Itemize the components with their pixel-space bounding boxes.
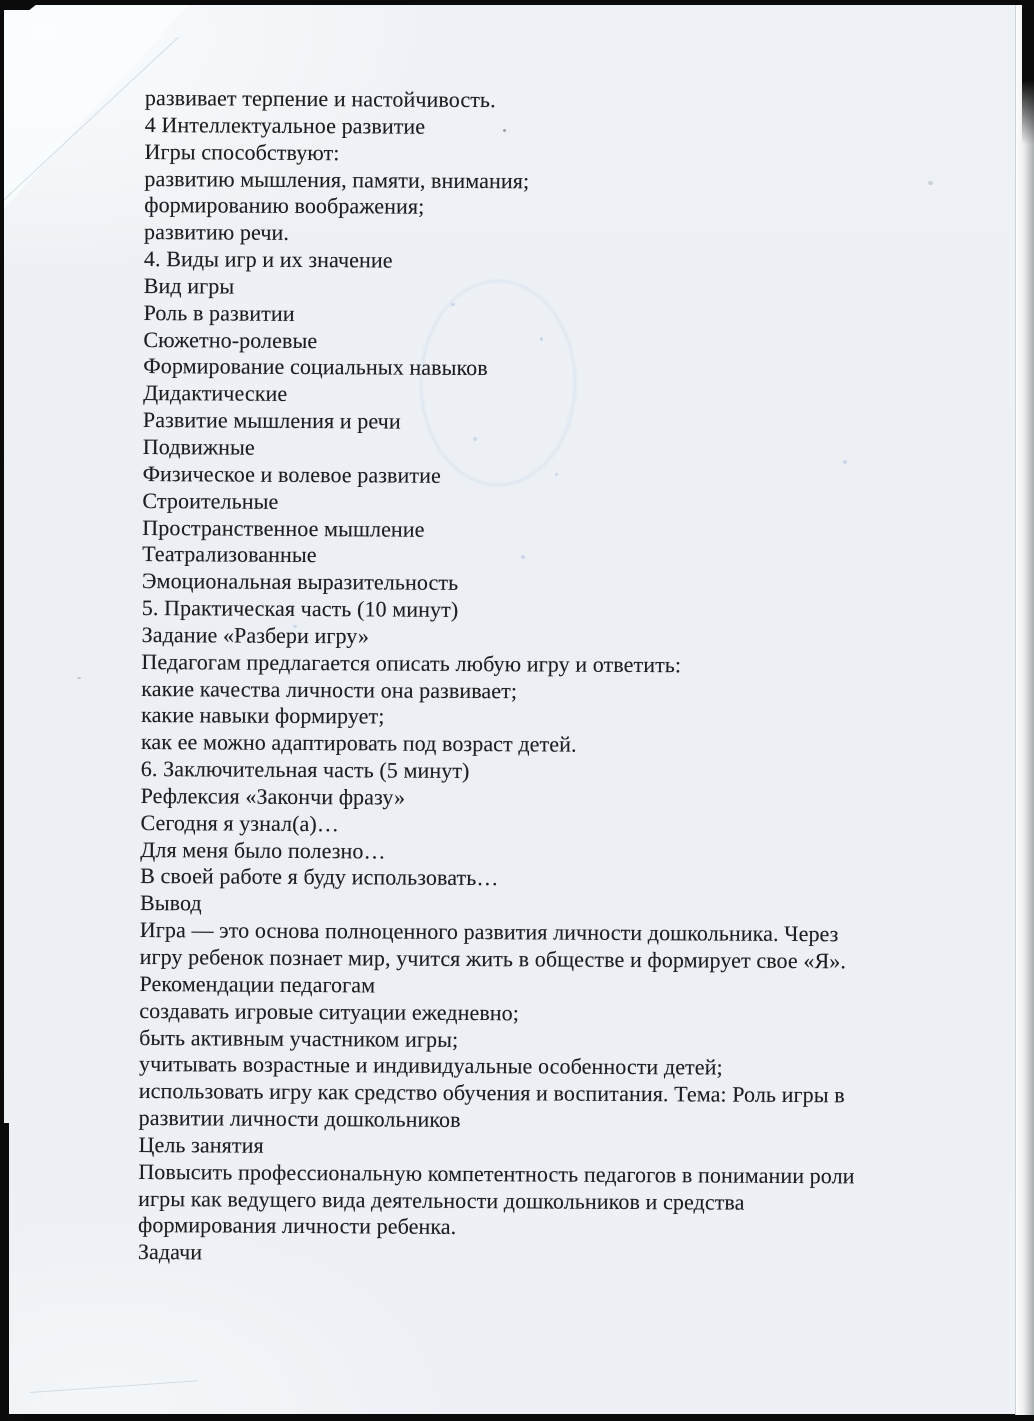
text-line: 6. Заключительная часть (5 минут)	[140, 756, 470, 784]
text-line: В своей работе я буду использовать…	[140, 863, 499, 891]
text-line: Театрализованные	[142, 541, 317, 568]
text-line: Строительные	[142, 487, 279, 514]
text-line: Вид игры	[143, 272, 235, 299]
scan-speck	[77, 677, 81, 679]
text-line: создавать игровые ситуации ежедневно;	[139, 997, 520, 1025]
text-line: Физическое и волевое развитие	[142, 460, 441, 488]
text-line: развитию речи.	[144, 219, 290, 246]
text-line: использовать игру как средство обучения и воспитания. Тема: Роль игры в	[138, 1078, 845, 1108]
text-line: Роль в развитии	[143, 299, 295, 326]
text-line: Вывод	[139, 890, 202, 916]
text-line: Рефлексия «Закончи фразу»	[140, 782, 406, 810]
paper-sheet	[3, 5, 1018, 1414]
text-line: Повысить профессиональную компетентность педагогов в понимании роли	[138, 1158, 855, 1189]
text-line: Игра — это основа полноценного развития личности дошкольника. Через	[139, 917, 839, 947]
text-line: Эмоциональная выразительность	[141, 568, 459, 596]
text-line: Педагогам предлагается описать любую игру и ответить:	[141, 648, 682, 678]
text-line: развитию мышления, памяти, внимания;	[144, 165, 530, 193]
text-line: игру ребенок познает мир, учится жить в обществе и формирует свое «Я».	[139, 943, 847, 974]
text-line: 4 Интеллектуальное развитие	[144, 111, 426, 139]
text-line: 5. Практическая часть (10 минут)	[141, 595, 459, 622]
text-line: как ее можно адаптировать под возраст детей.	[140, 729, 577, 757]
text-line: Пространственное мышление	[142, 514, 425, 542]
text-line: какие качества личности она развивает;	[141, 675, 518, 703]
text-line: развивает терпение и настойчивость.	[144, 85, 496, 113]
text-line: какие навыки формирует;	[141, 702, 385, 729]
text-line: Рекомендации педагогам	[139, 970, 376, 998]
text-line: учитывать возрастные и индивидуальные особенности детей;	[138, 1051, 723, 1080]
text-line: Дидактические	[143, 380, 288, 407]
scanner-edge-bottom	[25, 1415, 1034, 1421]
text-line: Задачи	[137, 1239, 203, 1265]
text-line: Для меня было полезно…	[140, 836, 386, 864]
text-line: игры как ведущего вида деятельности дошкольников и средства	[138, 1185, 745, 1215]
crease-line-bottomleft	[30, 1380, 198, 1393]
text-line: Игры способствуют:	[144, 138, 340, 165]
scanner-edge-top-right	[1022, 0, 1034, 145]
scanner-edge-left-bottom	[0, 1123, 9, 1421]
page-right-edge-shadow	[1015, 0, 1034, 1421]
text-line: Подвижные	[142, 433, 255, 460]
text-line: Цель занятия	[138, 1131, 264, 1158]
text-line: Развитие мышления и речи	[142, 407, 401, 434]
text-line: формированию воображения;	[144, 192, 425, 220]
document-text	[138, 85, 945, 1271]
text-line: Сюжетно-ролевые	[143, 326, 318, 353]
text-line: Сегодня я узнал(а)…	[140, 809, 340, 836]
text-line: 4. Виды игр и их значение	[143, 246, 393, 273]
text-line: развитии личности дошкольников	[138, 1105, 461, 1133]
text-line: формирования личности ребенка.	[137, 1212, 457, 1240]
text-line: быть активным участником игры;	[139, 1024, 459, 1052]
text-line: Формирование социальных навыков	[143, 353, 488, 381]
text-line: Задание «Разбери игру»	[141, 621, 370, 649]
scanner-edge-top	[0, 0, 1034, 5]
